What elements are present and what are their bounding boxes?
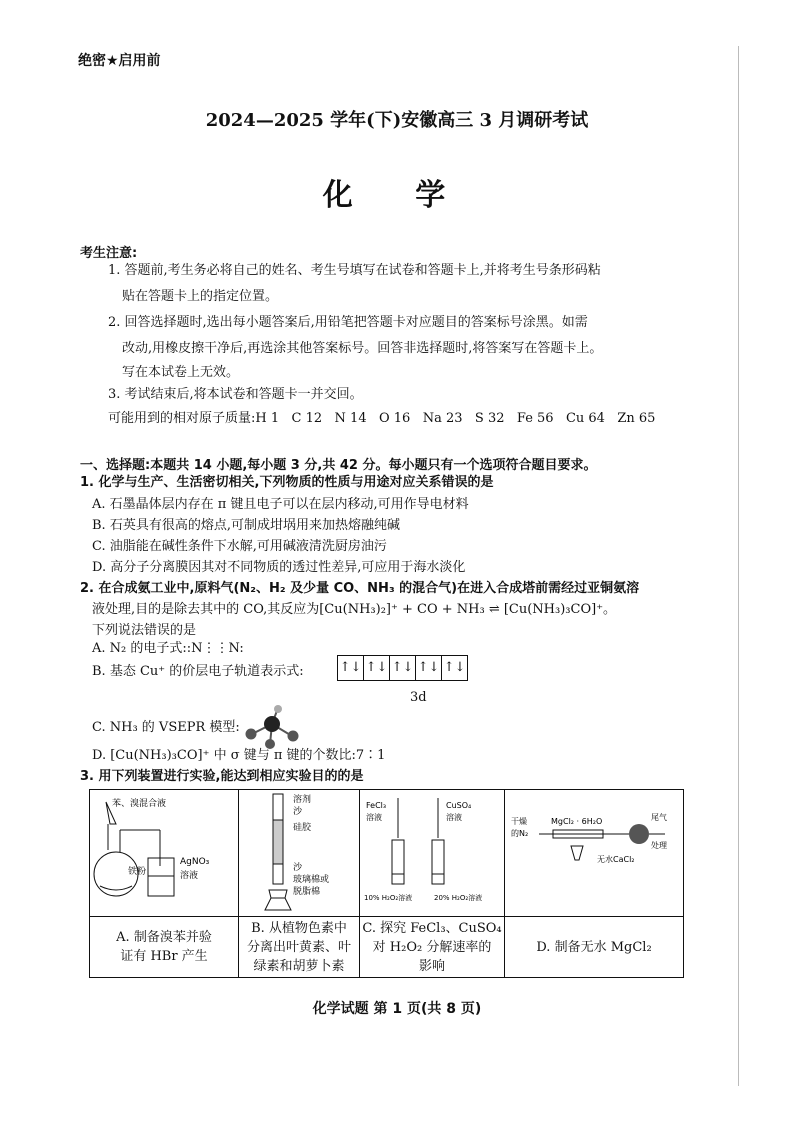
q1-option-a: A. 石墨晶体层内存在 π 键且电子可以在层内移动,可用作导电材料	[92, 497, 469, 512]
label-solution: 溶液	[180, 871, 199, 881]
caption-line: A. 制备溴苯并验	[116, 930, 212, 945]
orbital-box: ↑↓	[338, 656, 364, 680]
apparatus-d	[505, 790, 684, 917]
label-mgcl2: MgCl₂ · 6H₂O	[551, 817, 603, 826]
apparatus-table	[89, 789, 684, 978]
label-sand2: 沙	[293, 863, 303, 873]
label-h2o2-10: 10% H₂O₂溶液	[364, 894, 413, 902]
apparatus-d-diagram	[505, 790, 683, 912]
q2-option-c: C. NH₃ 的 VSEPR 模型:	[92, 720, 240, 735]
confidential-label: 绝密★启用前	[78, 53, 161, 69]
label-sol2: 溶液	[446, 813, 462, 822]
caption-line: C. 探究 FeCl₃、CuSO₄	[362, 920, 502, 936]
q2-option-a: A. N₂ 的电子式::N⋮⋮N:	[92, 641, 244, 656]
apparatus-b-diagram	[239, 790, 359, 912]
notice-line: 贴在答题卡上的指定位置。	[122, 289, 279, 304]
orbital-diagram	[337, 655, 468, 681]
label-h2o2-20: 20% H₂O₂溶液	[434, 894, 483, 902]
q1-option-c: C. 油脂能在碱性条件下水解,可用碱液清洗厨房油污	[92, 539, 387, 554]
label-sand: 沙	[293, 807, 303, 817]
option-a-caption	[90, 917, 239, 978]
section-heading: 一、选择题:本题共 14 小题,每小题 3 分,共 42 分。每小题只有一个选项符合题目要求。	[80, 458, 597, 473]
q3-stem: 3. 用下列装置进行实验,能达到相应实验目的的是	[80, 769, 364, 784]
caption-line: 对 H₂O₂ 分解速率的	[372, 939, 492, 955]
subject-title: 化 学	[322, 178, 472, 213]
caption-line: 分离出叶黄素、叶	[246, 939, 351, 955]
caption-line: 影响	[418, 958, 445, 974]
apparatus-a	[90, 790, 239, 917]
q1-option-b: B. 石英具有很高的熔点,可制成坩埚用来加热熔融纯碱	[92, 518, 400, 533]
caption-line: 绿素和胡萝卜素	[253, 958, 345, 974]
exam-title: 2024—2025 学年(下)安徽高三 3 月调研考试	[205, 110, 589, 131]
q2-stem-cont: 液处理,目的是除去其中的 CO,其反应为[Cu(NH₃)₂]⁺ + CO + NH₃ ⇌ [Cu(NH₃)₃CO]⁺。	[92, 602, 617, 617]
label-n2: 的N₂	[511, 829, 529, 838]
caption-line: D. 制备无水 MgCl₂	[536, 939, 652, 955]
apparatus-c	[360, 790, 505, 917]
orbital-label: 3d	[410, 690, 427, 705]
notice-line: 3. 考试结束后,将本试卷和答题卡一并交回。	[108, 387, 363, 402]
notice-line: 改动,用橡皮擦干净后,再选涂其他答案标号。回答非选择题时,将答案写在答题卡上。	[122, 341, 603, 356]
notice-heading: 考生注意:	[80, 246, 138, 261]
label-glass-wool: 玻璃棉或	[293, 875, 330, 885]
label-silica: 硅胶	[293, 823, 312, 833]
q1-option-d: D. 高分子分离膜因其对不同物质的透过性差异,可应用于海水淡化	[92, 560, 466, 575]
option-d-caption	[505, 917, 684, 978]
label-solvent: 溶剂	[293, 795, 312, 805]
label-mix: 苯、溴混合液	[112, 799, 167, 809]
orbital-box: ↑↓	[416, 656, 442, 680]
label-fecl3: FeCl₃	[366, 801, 387, 810]
notice-line: 2. 回答选择题时,选出每小题答案后,用铅笔把答题卡对应题目的答案标号涂黑。如需	[108, 315, 588, 330]
label-treat: 处理	[651, 841, 667, 850]
q2-stem: 2. 在合成氨工业中,原料气(N₂、H₂ 及少量 CO、NH₃ 的混合气)在进入合成塔前需经过亚铜氨溶	[80, 581, 640, 596]
q2-option-d: D. [Cu(NH₃)₃CO]⁺ 中 σ 键与 π 键的个数比:7∶1	[92, 748, 386, 763]
apparatus-c-diagram	[360, 790, 504, 912]
notice-line: 写在本试卷上无效。	[122, 365, 240, 380]
caption-line: B. 从植物色素中	[251, 920, 347, 936]
q2-option-b: B. 基态 Cu⁺ 的价层电子轨道表示式:	[92, 664, 304, 679]
option-c-caption	[360, 917, 505, 978]
apparatus-a-diagram	[90, 790, 238, 912]
vsepr-model-image	[240, 704, 304, 750]
label-cotton: 脱脂棉	[293, 887, 321, 897]
orbital-box: ↑↓	[390, 656, 416, 680]
label-agno3: AgNO₃	[180, 857, 210, 867]
label-dry: 干燥	[511, 817, 527, 826]
apparatus-b	[239, 790, 360, 917]
label-tail: 尾气	[651, 813, 667, 822]
atomic-masses: 可能用到的相对原子质量:H 1 C 12 N 14 O 16 Na 23 S 32 Fe 56 Cu 64 Zn 65	[108, 411, 656, 426]
label-cacl2: 无水CaCl₂	[597, 855, 635, 864]
label-cuso4: CuSO₄	[446, 801, 472, 810]
orbital-box: ↑↓	[443, 660, 466, 675]
label-iron: 铁粉	[128, 867, 147, 877]
option-b-caption	[239, 917, 360, 978]
q2-stem-cont: 下列说法错误的是	[92, 623, 197, 638]
caption-line: 证有 HBr 产生	[120, 949, 208, 964]
orbital-box: ↑↓	[364, 656, 390, 680]
notice-line: 1. 答题前,考生务必将自己的姓名、考生号填写在试卷和答题卡上,并将考生号条形码粘	[108, 263, 601, 278]
page-footer: 化学试题 第 1 页(共 8 页)	[312, 1001, 482, 1017]
label-sol1: 溶液	[366, 813, 382, 822]
q1-stem: 1. 化学与生产、生活密切相关,下列物质的性质与用途对应关系错误的是	[80, 475, 494, 490]
